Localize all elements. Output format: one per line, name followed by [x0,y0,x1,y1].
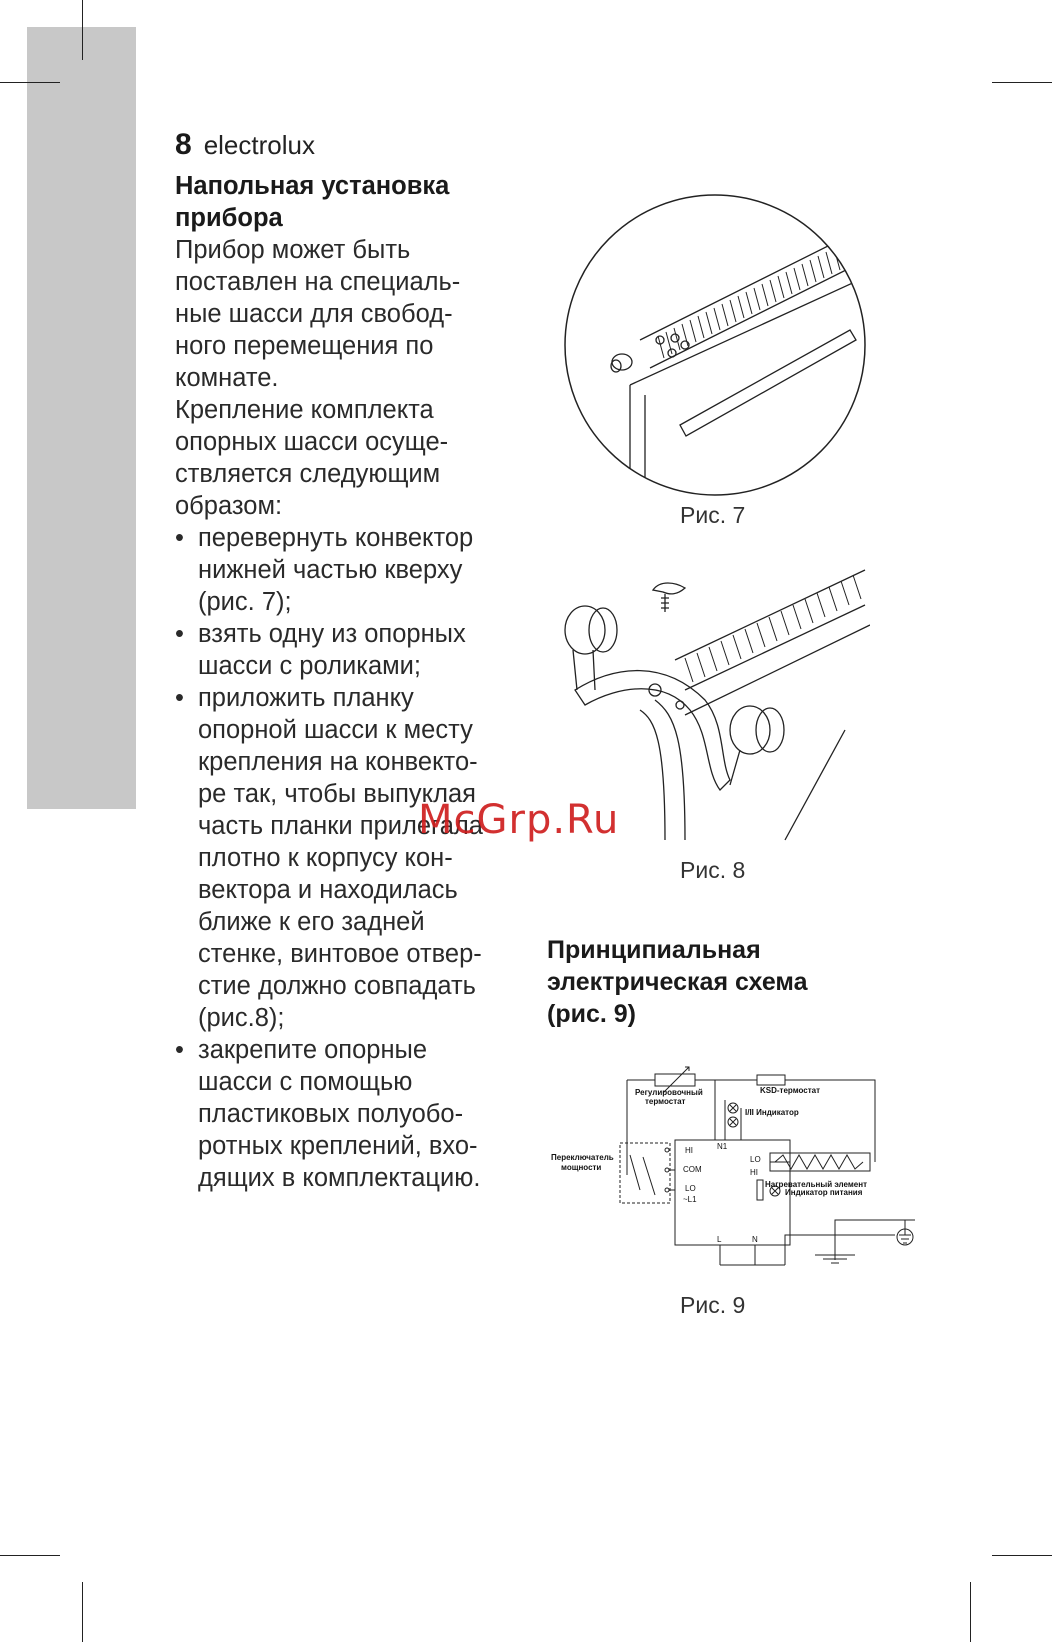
figure-7-illustration [560,190,870,500]
crop-mark [970,1582,971,1642]
thermostat-label-line2: термостат [645,1097,686,1106]
terminal-l: L [717,1235,722,1244]
ksd-thermostat-label: KSD-термостат [760,1086,821,1095]
terminal-lo: LO [685,1184,696,1193]
side-gray-bar [27,27,136,809]
terminal-n: N [752,1235,758,1244]
crop-mark [0,1555,60,1556]
figure-7-caption: Рис. 7 [680,502,746,528]
thermostat-label-line1: Регулировочный [635,1088,703,1097]
figure-9-caption: Рис. 9 [680,1292,746,1318]
terminal-hi-right: HI [750,1168,758,1177]
terminal-l1: ~L1 [683,1195,697,1204]
page-header [175,128,315,162]
section-title-schematic: Принципиальная электрическая схема (рис. 9) [547,936,808,1028]
list-item: • взять одну из опорных шасси с роликами; [175,618,510,682]
indicator-label: I/II Индикатор [745,1108,799,1117]
watermark: McGrp.Ru [418,797,620,843]
instruction-list [175,522,510,1194]
brand-name: electrolux [203,130,315,160]
paragraph-2: Крепление комплекта опорных шасси осуще- ствляется следующим образом: [175,396,449,520]
section-title-floor-install: Напольная установка прибора [175,172,450,232]
switch-label-line1: Переключатель [551,1153,614,1162]
list-item: • перевернуть конвектор нижней частью кверху (рис. 7); [175,522,510,618]
crop-mark [992,1555,1052,1556]
figure-9-schematic [545,1045,925,1270]
page-number: 8 [175,128,192,161]
switch-label-line2: мощности [561,1163,602,1172]
heater-label: Нагревательный элемент [765,1180,867,1189]
crop-mark [82,1582,83,1642]
crop-mark [82,0,83,60]
figure-8-caption: Рис. 8 [680,857,746,883]
power-indicator-label: Индикатор питания [785,1188,863,1197]
crop-mark [992,82,1052,83]
terminal-hi: HI [685,1146,693,1155]
terminal-n1: N1 [717,1142,728,1151]
terminal-com: COM [683,1165,702,1174]
left-column [175,170,510,1194]
crop-mark [0,82,60,83]
list-item: • приложить планку опорной шасси к месту крепления на конвекто- ре так, чтобы выпуклая часть планки прилегала плотно к корпусу кон- вектора и находилась ближе к его задней стенке, винтовое отвер- стие должно совпадать (рис.8); [175,682,510,1034]
terminal-lo-right: LO [750,1155,761,1164]
list-item: • закрепите опорные шасси с помощью пластиковых полуобо- ротных креплений, вхо- дящих в комплектацию. [175,1034,510,1194]
paragraph-1: Прибор может быть поставлен на специаль- ные шасси для свобод- ного перемещения по комнате. [175,236,461,392]
